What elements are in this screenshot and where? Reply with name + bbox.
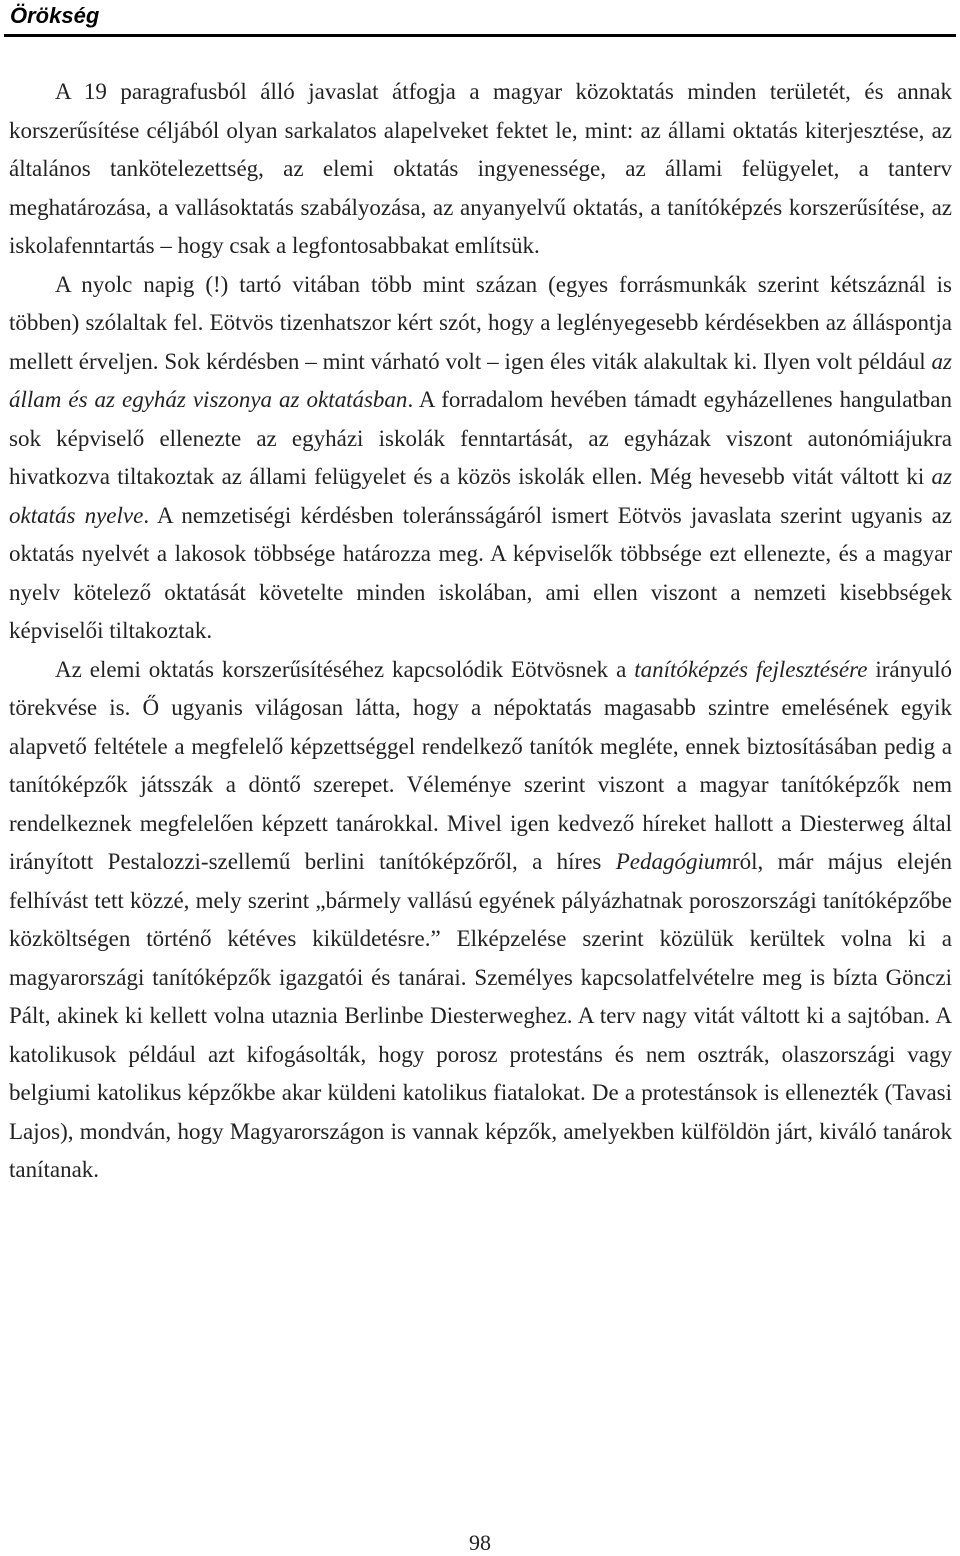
paragraph — [9, 266, 952, 651]
text-segment: Az elemi oktatás korszerűsítéséhez kapcsolódik Eötvösnek a — [55, 656, 635, 682]
page-header — [4, 0, 956, 37]
paragraph — [9, 651, 952, 1190]
italic-phrase: Pedagógium — [615, 849, 732, 874]
italic-phrase: tanítóképzés fejlesztésére — [634, 656, 868, 682]
text-segment: A nyolc napig (!) tartó vitában több mint százan (egyes forrásmunkák szerint kétszáznál is többen) szólaltak fel. Eötvös tizenhatszor kért szót, hogy a leglényegesebb kérdésekben az álláspontja mellett érveljen. Sok kérdésben – mint várható volt – igen éles viták alakultak ki. Ilyen volt például — [9, 271, 952, 374]
body-text — [9, 73, 952, 1190]
page-number: 98 — [469, 1530, 491, 1555]
text-segment: A 19 paragrafusból álló javaslat átfogja a magyar közoktatás minden területét, és annak korszerűsítése céljából olyan sarkalatos alapelveket fektet le, mint: az állami oktatás kiterjesztése, az általános tankötelezettség, az elemi oktatás ingyenessége, az állami felügyelet, a tanterv meghatározása, a vallásoktatás szabályozása, az anyanyelvű oktatás, a tanítóképzés korszerűsítése, az iskolafenntartás – hogy csak a legfontosabbakat említsük. — [9, 79, 952, 258]
text-segment: . A forradalom hevében támadt egyházellenes hangulatban sok képviselő ellenezte az egyházi iskolák fenntartását, az egyházak viszont autonómiájukra hivatkozva tiltakoztak az állami felügyelet és a közös iskolák ellen. Még hevesebb vitát váltott ki — [9, 387, 952, 489]
text-segment: irányuló törekvése is. Ő ugyanis világosan látta, hogy a népoktatás magasabb szintre emelésének egyik alapvető feltétele a megfelelő képzettséggel rendelkező tanítók megléte, ennek biztosításában pedig a tanítóképzők játsszák a döntő szerepet. Véleménye szerint viszont a magyar tanítóképzők nem rendelkeznek megfelelően képzett tanárokkal. Mivel igen kedvező híreket hallott a Diesterweg által irányított Pestalozzi-szellemű berlini tanítóképzőről, a híres — [9, 656, 953, 874]
paragraph — [9, 73, 952, 266]
italic-phrase: az állam és az egyház viszonya az oktatásban — [9, 348, 952, 412]
text-segment: ról, már május elején felhívást tett közzé, mely szerint „bármely vallású egyének pályázhatnak poroszországi tanítóképzőbe közköltségen történő kétéves kiküldetésre.” Elképzelése szerint közülük kerültek volna ki a magyarországi tanítóképzők igazgatói és tanárai. Személyes kapcsolatfelvételre meg is bízta Gönczi Pált, akinek ki kellett volna utaznia Berlinbe Diesterweghez. A terv nagy vitát váltott ki a sajtóban. A katolikusok például azt kifogásolták, hogy porosz protestáns és nem osztrák, olaszországi vagy belgiumi katolikus képzőkbe akar küldeni katolikus fiatalokat. De a protestánsok is ellenezték (Tavasi Lajos), mondván, hogy Magyarországon is vannak képzők, amelyekben külföldön járt, kiváló tanárok tanítanak. — [9, 849, 953, 1182]
italic-phrase: az oktatás nyelve — [9, 464, 952, 528]
header-title: Örökség — [10, 3, 100, 28]
text-segment: . A nemzetiségi kérdésben toleránsságáról ismert Eötvös javaslata szerint ugyanis az oktatás nyelvét a lakosok többsége határozza meg. A képviselők többsége ezt ellenezte, és a magyar nyelv kötelező oktatását követelte minden iskolában, ami ellen viszont a nemzeti kisebbségek képviselői tiltakoztak. — [9, 502, 952, 643]
